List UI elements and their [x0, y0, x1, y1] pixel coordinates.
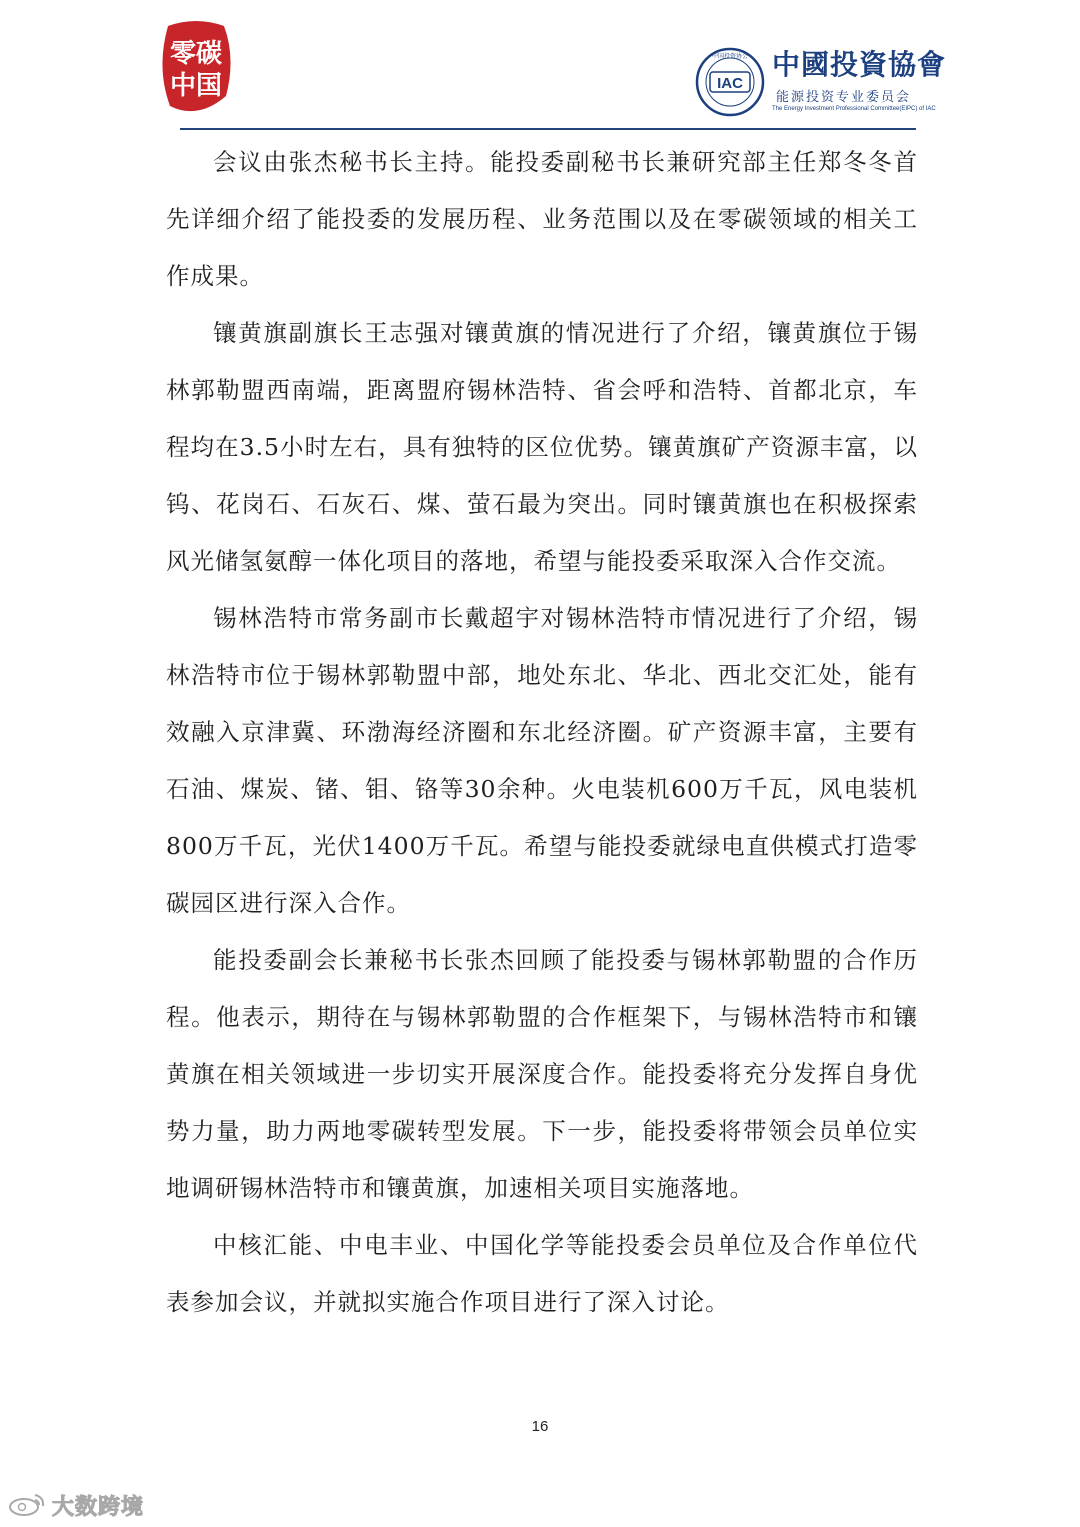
paragraph-4: 能投委副会长兼秘书长张杰回顾了能投委与锡林郭勒盟的合作历程。他表示，期待在与锡林郭勒盟的合作框架下，与锡林浩特市和镶黄旗在相关领域进一步切实开展深度合作。能投委将充分发挥自身优势力量，助力两地零碳转型发展。下一步，能投委将带领会员单位实地调研锡林浩特市和镶黄旗，加速相关项目实施落地。	[166, 946, 918, 1202]
org-english-name: The Energy Investment Professional Committee(EIPC) of IAC	[772, 106, 936, 112]
svg-text:中国投资协会: 中国投资协会	[711, 53, 749, 60]
zero-carbon-china-seal-logo	[158, 18, 234, 116]
header-divider	[180, 128, 916, 130]
svg-text:IAC: IAC	[717, 75, 743, 92]
paragraph-5: 中核汇能、中电丰业、中国化学等能投委会员单位及合作单位代表参加会议，并就拟实施合作项目进行了深入讨论。	[166, 1231, 918, 1316]
paragraph-1: 会议由张杰秘书长主持。能投委副秘书长兼研究部主任郑冬冬首先详细介绍了能投委的发展历程、业务范围以及在零碳领域的相关工作成果。	[166, 148, 918, 290]
watermark-text: 大数跨境	[52, 1495, 145, 1520]
paragraph-2: 镶黄旗副旗长王志强对镶黄旗的情况进行了介绍，镶黄旗位于锡林郭勒盟西南端，距离盟府锡林浩特、省会呼和浩特、首都北京，车程均在3.5小时左右，具有独特的区位优势。镶黄旗矿产资源丰富，以钨、花岗石、石灰石、煤、萤石最为突出。同时镶黄旗也在积极探索风光储氢氨醇一体化项目的落地，希望与能投委采取深入合作交流。	[166, 319, 918, 575]
weibo-style-logo-icon	[8, 1491, 48, 1521]
paragraph-3: 锡林浩特市常务副市长戴超宇对锡林浩特市情况进行了介绍，锡林浩特市位于锡林郭勒盟中部，地处东北、华北、西北交汇处，能有效融入京津冀、环渤海经济圈和东北经济圈。矿产资源丰富，主要有石油、煤炭、锗、钼、铬等30余种。火电装机600万千瓦，风电装机800万千瓦，光伏1400万千瓦。希望与能投委就绿电直供模式打造零碳园区进行深入合作。	[166, 604, 918, 917]
svg-text:中国: 中国	[169, 71, 223, 101]
watermark	[8, 1490, 144, 1521]
svg-text:零碳: 零碳	[169, 39, 223, 69]
article-body	[166, 134, 918, 1331]
iac-emblem-logo	[690, 46, 770, 118]
page-number: 16	[531, 1418, 549, 1435]
org-subtitle: 能源投资专业委员会	[776, 90, 912, 105]
org-name: 中國投資協會	[772, 48, 947, 81]
